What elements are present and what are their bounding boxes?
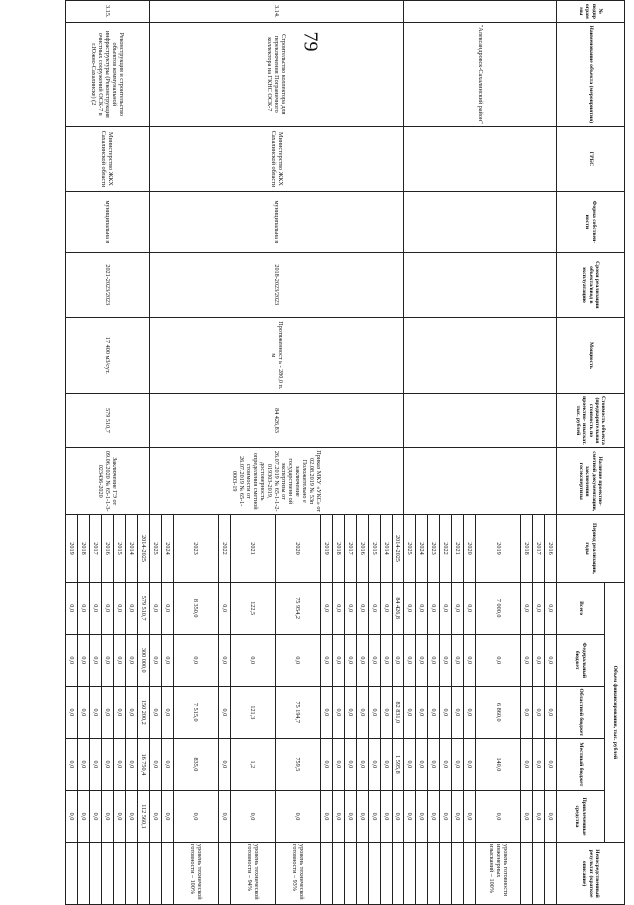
cell-result (356, 843, 368, 905)
cell-result (218, 843, 230, 905)
cell-total: 0,0 (428, 582, 440, 634)
cell-federal: 0,0 (149, 634, 161, 686)
cell-year: 2020 (464, 515, 476, 582)
cell-year: 2014 (125, 515, 137, 582)
cell-federal: 0,0 (392, 634, 404, 686)
cell-term (404, 252, 557, 317)
cell-federal: 0,0 (545, 634, 557, 686)
cell-attracted: 0,0 (521, 790, 533, 842)
cell-local: 759,5 (275, 738, 320, 790)
cell-result (404, 843, 416, 905)
cell-total: 0,0 (78, 582, 90, 634)
cell-result: уровень технической готовности – 100% (173, 843, 218, 905)
cell-total: 0,0 (161, 582, 173, 634)
cell-regional: 0,0 (125, 686, 137, 738)
cell-regional: 0,0 (380, 686, 392, 738)
cell-federal: 0,0 (533, 634, 545, 686)
cell-attracted: 0,0 (332, 790, 344, 842)
cell-federal: 0,0 (161, 634, 173, 686)
cell-capacity: Протяженност ь - 280,0 п. м (149, 317, 404, 393)
cell-regional: 0,0 (404, 686, 416, 738)
header-name: Наименование объекта (мероприятия) (557, 22, 625, 126)
cell-total: 0,0 (344, 582, 356, 634)
cell-attracted: 0,0 (344, 790, 356, 842)
cell-total: 0,0 (452, 582, 464, 634)
cell-attracted: 0,0 (452, 790, 464, 842)
cell-year: 2024 (416, 515, 428, 582)
cell-attracted: 0,0 (533, 790, 545, 842)
header-cost: Стоимость объекта (предварительная стоимость по проектно- изыскат. тыс. рублей (557, 393, 625, 447)
header-ownership: Форма собствен- ности (557, 191, 625, 252)
cell-regional: 0,0 (320, 686, 332, 738)
cell-local: 0,0 (380, 738, 392, 790)
cell-attracted: 0,0 (230, 790, 275, 842)
cell-local: 0,0 (125, 738, 137, 790)
cell-local: 0,0 (440, 738, 452, 790)
cell-total: 579 510,7 (137, 582, 149, 634)
cell-attracted: 0,0 (275, 790, 320, 842)
cell-no: 3.14. (149, 1, 404, 23)
cell-federal: 300 000,0 (137, 634, 149, 686)
cell-regional: 0,0 (149, 686, 161, 738)
cell-attracted: 0,0 (161, 790, 173, 842)
financing-table (65, 0, 625, 905)
cell-local: 0,0 (344, 738, 356, 790)
cell-total: 0,0 (368, 582, 380, 634)
cell-local: 0,0 (113, 738, 125, 790)
cell-cost (404, 393, 557, 447)
cell-year: 2018 (332, 515, 344, 582)
cell-regional: 0,0 (440, 686, 452, 738)
cell-local: 16 750,4 (137, 738, 149, 790)
cell-capacity: 17 400 м3/сут. (66, 317, 150, 393)
cell-federal: 0,0 (476, 634, 521, 686)
cell-regional: 75 194,7 (275, 686, 320, 738)
cell-regional: 150 200,2 (137, 686, 149, 738)
cell-local: 1,2 (230, 738, 275, 790)
cell-federal: 0,0 (428, 634, 440, 686)
cell-regional: 0,0 (102, 686, 114, 738)
cell-total: 0,0 (125, 582, 137, 634)
cell-attracted: 0,0 (464, 790, 476, 842)
cell-result: уровень технической готовности – 94% (230, 843, 275, 905)
header-federal: Федеральный бюджет (557, 634, 605, 686)
cell-federal: 0,0 (464, 634, 476, 686)
cell-local: 0,0 (90, 738, 102, 790)
cell-year: 2023 (173, 515, 218, 582)
cell-total: 0,0 (404, 582, 416, 634)
cell-result (533, 843, 545, 905)
cell-documents: Приказ МКУ «УКС» от 02.08.2019 № 53п Положительно е заключение государственн ой экспертизы от 26.07.2019 № 65-1-1-2-019303-2019, достоверность определения сметной стоимости от 26.07.2019 № 65-1-0003-19 (149, 448, 404, 515)
table-body (66, 1, 557, 905)
cell-result: уровень технической готовности – 93% (275, 843, 320, 905)
cell-attracted: 0,0 (66, 790, 78, 842)
cell-total: 0,0 (113, 582, 125, 634)
cell-year: 2017 (90, 515, 102, 582)
cell-regional: 0,0 (521, 686, 533, 738)
cell-name: "Александровск-Сахалинский район" (404, 22, 557, 126)
cell-attracted: 0,0 (416, 790, 428, 842)
cell-year: 2017 (344, 515, 356, 582)
rotated-table-area (65, 0, 625, 905)
cell-attracted: 0,0 (428, 790, 440, 842)
cell-result (380, 843, 392, 905)
cell-result (428, 843, 440, 905)
cell-regional: 0,0 (161, 686, 173, 738)
header-period: Период реализации, годы (557, 515, 625, 582)
cell-year: 2020 (275, 515, 320, 582)
header-capacity: Мощность (557, 317, 625, 393)
cell-federal: 0,0 (230, 634, 275, 686)
cell-federal: 0,0 (521, 634, 533, 686)
cell-regional: 0,0 (452, 686, 464, 738)
page-number: 79 (299, 31, 322, 52)
cell-result (320, 843, 332, 905)
cell-local: 0,0 (464, 738, 476, 790)
cell-total: 7 000,0 (476, 582, 521, 634)
cell-result (392, 843, 404, 905)
cell-federal: 0,0 (320, 634, 332, 686)
cell-year: 2014 (380, 515, 392, 582)
cell-total: 0,0 (66, 582, 78, 634)
cell-year: 2015 (368, 515, 380, 582)
cell-year: 2025 (404, 515, 416, 582)
cell-total: 0,0 (90, 582, 102, 634)
cell-year: 2019 (476, 515, 521, 582)
cell-total: 0,0 (464, 582, 476, 634)
cell-regional: 0,0 (545, 686, 557, 738)
cell-grbs: Министерство ЖКХ Сахалинской области (66, 126, 150, 191)
cell-result (452, 843, 464, 905)
cell-year: 2022 (218, 515, 230, 582)
cell-ownership: муниципальна я (66, 191, 150, 252)
cell-regional: 0,0 (368, 686, 380, 738)
cell-name: Реконструкция и строительство объектов коммунальной инфраструктуры (Реконструкция очистных сооружений ОСК-7 в г.Южно-Сахалинске) (2 (66, 22, 150, 126)
cell-regional: 0,0 (218, 686, 230, 738)
cell-year: 2016 (356, 515, 368, 582)
cell-local: 0,0 (428, 738, 440, 790)
cell-result (66, 843, 78, 905)
cell-regional: 121,3 (230, 686, 275, 738)
cell-total: 0,0 (332, 582, 344, 634)
cell-federal: 0,0 (452, 634, 464, 686)
cell-attracted: 0,0 (356, 790, 368, 842)
cell-year: 2018 (521, 515, 533, 582)
cell-local: 0,0 (78, 738, 90, 790)
cell-regional: 0,0 (533, 686, 545, 738)
cell-year: 2023 (428, 515, 440, 582)
cell-regional: 0,0 (428, 686, 440, 738)
cell-attracted: 0,0 (368, 790, 380, 842)
cell-federal: 0,0 (218, 634, 230, 686)
cell-year: 2014-2025 (137, 515, 149, 582)
cell-federal: 0,0 (368, 634, 380, 686)
cell-result (332, 843, 344, 905)
cell-result (125, 843, 137, 905)
cell-term: 2018-2023/2023 (149, 252, 404, 317)
cell-local: 0,0 (320, 738, 332, 790)
cell-total: 84 426,8 (392, 582, 404, 634)
cell-federal: 0,0 (440, 634, 452, 686)
cell-federal: 0,0 (78, 634, 90, 686)
cell-term: 2021-2023/2023 (66, 252, 150, 317)
cell-federal: 0,0 (416, 634, 428, 686)
cell-result (113, 843, 125, 905)
cell-total: 75 954,2 (275, 582, 320, 634)
cell-federal: 0,0 (404, 634, 416, 686)
cell-result (149, 843, 161, 905)
cell-no (404, 1, 557, 23)
cell-total: 8 350,0 (173, 582, 218, 634)
cell-federal: 0,0 (113, 634, 125, 686)
cell-year: 2014-2025 (392, 515, 404, 582)
cell-year: 2016 (545, 515, 557, 582)
cell-local: 0,0 (218, 738, 230, 790)
cell-attracted: 0,0 (476, 790, 521, 842)
header-regional: Областной бюджет (557, 686, 605, 738)
cell-total: 0,0 (533, 582, 545, 634)
cell-result (90, 843, 102, 905)
cell-year: 2021 (452, 515, 464, 582)
header-total: Всего (557, 582, 605, 634)
cell-local: 0,0 (102, 738, 114, 790)
cell-regional: 0,0 (332, 686, 344, 738)
cell-total: 0,0 (149, 582, 161, 634)
cell-local: 0,0 (404, 738, 416, 790)
cell-name: Строительство коллектора для переключения Пограничного коллектора на ГКНС ОСК-7 (149, 22, 404, 126)
cell-local: 0,0 (161, 738, 173, 790)
cell-regional: 0,0 (356, 686, 368, 738)
cell-year: 2025 (149, 515, 161, 582)
cell-attracted: 0,0 (320, 790, 332, 842)
cell-attracted: 0,0 (392, 790, 404, 842)
cell-no: 3.15. (66, 1, 150, 23)
cell-local: 0,0 (452, 738, 464, 790)
cell-result: уровень готовности инженерных изысканий – 100% (476, 843, 521, 905)
cell-regional: 0,0 (90, 686, 102, 738)
cell-attracted: 0,0 (545, 790, 557, 842)
cell-federal: 0,0 (356, 634, 368, 686)
cell-year: 2017 (533, 515, 545, 582)
cell-local: 0,0 (368, 738, 380, 790)
cell-local: 835,0 (173, 738, 218, 790)
rotated-table (65, 0, 625, 905)
cell-year: 2024 (161, 515, 173, 582)
cell-attracted: 0,0 (113, 790, 125, 842)
cell-regional: 6 860,0 (476, 686, 521, 738)
cell-attracted: 0,0 (102, 790, 114, 842)
cell-local: 0,0 (545, 738, 557, 790)
cell-attracted: 0,0 (380, 790, 392, 842)
cell-total: 0,0 (102, 582, 114, 634)
cell-total: 0,0 (545, 582, 557, 634)
header-attracted: Привлеченные средства (557, 790, 605, 842)
cell-federal: 0,0 (344, 634, 356, 686)
cell-regional: 0,0 (66, 686, 78, 738)
cell-attracted: 0,0 (78, 790, 90, 842)
cell-attracted: 0,0 (218, 790, 230, 842)
cell-result (161, 843, 173, 905)
cell-cost: 579 510,7 (66, 393, 150, 447)
cell-federal: 0,0 (66, 634, 78, 686)
table-header (557, 1, 625, 905)
cell-local: 140,0 (476, 738, 521, 790)
header-grbs: ГРБС (557, 126, 625, 191)
cell-local: 0,0 (66, 738, 78, 790)
cell-year: 2016 (102, 515, 114, 582)
cell-result (521, 843, 533, 905)
cell-ownership: муниципальна я (149, 191, 404, 252)
cell-attracted: 0,0 (90, 790, 102, 842)
cell-regional: 0,0 (464, 686, 476, 738)
table-row (137, 1, 149, 905)
cell-result (440, 843, 452, 905)
cell-attracted: 0,0 (440, 790, 452, 842)
cell-result (137, 843, 149, 905)
cell-attracted: 0,0 (173, 790, 218, 842)
cell-federal: 0,0 (275, 634, 320, 686)
cell-federal: 0,0 (173, 634, 218, 686)
cell-year: 2018 (78, 515, 90, 582)
cell-regional: 0,0 (113, 686, 125, 738)
cell-local: 0,0 (149, 738, 161, 790)
cell-local: 0,0 (416, 738, 428, 790)
cell-grbs: Министерство ЖКХ Сахалинской области (149, 126, 404, 191)
cell-result (464, 843, 476, 905)
cell-result (102, 843, 114, 905)
cell-local: 0,0 (332, 738, 344, 790)
cell-attracted: 0,0 (125, 790, 137, 842)
cell-federal: 0,0 (380, 634, 392, 686)
cell-result (545, 843, 557, 905)
cell-year: 2021 (230, 515, 275, 582)
cell-local: 0,0 (521, 738, 533, 790)
table-row (392, 1, 404, 905)
cell-total: 0,0 (416, 582, 428, 634)
cell-total: 0,0 (380, 582, 392, 634)
cell-local: 1 595,8 (392, 738, 404, 790)
cell-regional: 0,0 (416, 686, 428, 738)
cell-regional: 0,0 (78, 686, 90, 738)
cell-total: 0,0 (440, 582, 452, 634)
cell-total: 122,5 (230, 582, 275, 634)
cell-result (78, 843, 90, 905)
cell-total: 0,0 (521, 582, 533, 634)
cell-attracted: 0,0 (149, 790, 161, 842)
cell-year: 2015 (113, 515, 125, 582)
cell-local: 0,0 (356, 738, 368, 790)
cell-documents: Заключение ГЭ от 09.06.2020 № 65-1-1-3-023436-2020 (66, 448, 150, 515)
cell-regional: 0,0 (344, 686, 356, 738)
cell-federal: 0,0 (90, 634, 102, 686)
header-funding-group: Объем финансирования, тыс. рублей (605, 582, 625, 842)
cell-federal: 0,0 (125, 634, 137, 686)
cell-regional: 82 831,0 (392, 686, 404, 738)
cell-result (344, 843, 356, 905)
header-term: Сроки реализации объекта/ввод в эксплуатацию (557, 252, 625, 317)
cell-total: 0,0 (356, 582, 368, 634)
cell-local: 0,0 (533, 738, 545, 790)
cell-year: 2019 (66, 515, 78, 582)
cell-regional: 7 515,0 (173, 686, 218, 738)
cell-year: 2022 (440, 515, 452, 582)
cell-year: 2019 (320, 515, 332, 582)
cell-total: 0,0 (218, 582, 230, 634)
header-documents: Наличие проектно- сметной документации, заключения госэкспертизы (557, 448, 625, 515)
cell-result (368, 843, 380, 905)
cell-attracted: 0,0 (404, 790, 416, 842)
header-result: Непосредственный результат (краткое описание) (557, 843, 625, 905)
cell-capacity (404, 317, 557, 393)
header-no: № подпр ограм мы (557, 1, 625, 23)
cell-grbs (404, 126, 557, 191)
cell-cost: 84 426,83 (149, 393, 404, 447)
cell-documents (404, 448, 557, 515)
table-row (545, 1, 557, 905)
cell-total: 0,0 (320, 582, 332, 634)
cell-attracted: 112 560,1 (137, 790, 149, 842)
header-local: Местный бюджет (557, 738, 605, 790)
cell-result (416, 843, 428, 905)
cell-ownership (404, 191, 557, 252)
cell-federal: 0,0 (102, 634, 114, 686)
cell-federal: 0,0 (332, 634, 344, 686)
